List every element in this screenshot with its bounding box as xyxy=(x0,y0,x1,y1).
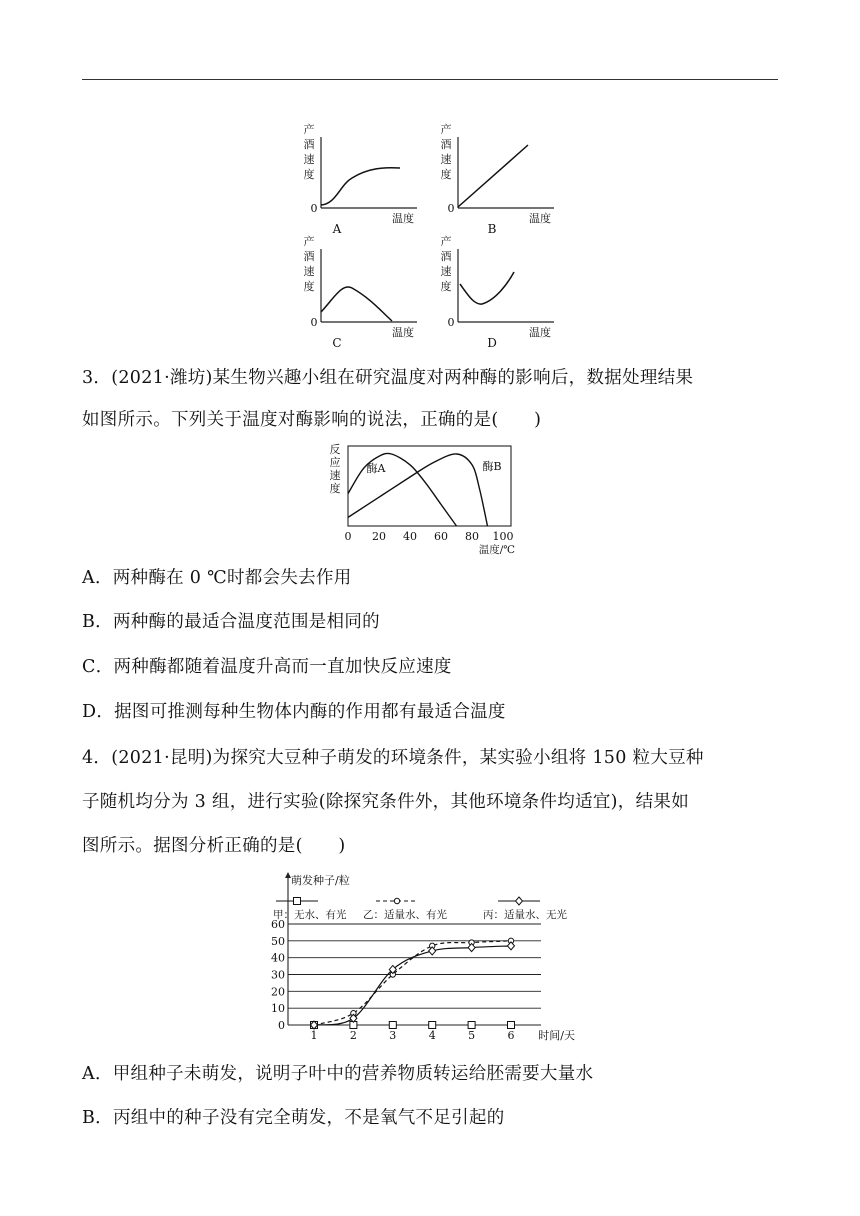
graph-D-ylabel: 度 xyxy=(440,280,452,293)
q4-option-a: A．甲组种子未萌发，说明子叶中的营养物质转运给胚需要大量水 xyxy=(82,1064,594,1084)
germ-legend-jia-marker xyxy=(294,898,301,905)
germ-y-tick: 40 xyxy=(271,951,285,965)
graph-A-ylabel: 速 xyxy=(303,153,315,166)
graph-B-ylabel: 度 xyxy=(440,168,452,181)
germ-legend-yi-label: 乙：适量水、有光 xyxy=(363,909,447,921)
q3-stem-line1: 3．(2021·潍坊)某生物兴趣小组在研究温度对两种酶的影响后，数据处理结果 xyxy=(82,368,694,388)
germ-x-tick: 6 xyxy=(507,1029,515,1042)
enzyme-xlabel: 温度/℃ xyxy=(478,544,515,556)
germ-series-jia-point xyxy=(429,1022,436,1029)
germ-x-tick: 5 xyxy=(468,1029,476,1042)
enzyme-plot-frame xyxy=(348,446,511,526)
graph-D-curve xyxy=(460,272,514,304)
germ-x-tick: 3 xyxy=(389,1029,397,1042)
graph-C-ylabel: 速 xyxy=(303,265,315,278)
graph-C-curve xyxy=(321,287,392,321)
enzyme-series-a-line xyxy=(348,453,457,526)
enzyme-ylabel: 应 xyxy=(329,456,341,469)
germ-series-jia-point xyxy=(508,1022,515,1029)
graph-A-ylabel: 度 xyxy=(303,168,315,181)
graph-D-ylabel: 速 xyxy=(440,265,452,278)
graph-B-curve xyxy=(458,145,528,207)
q3-option-c: C．两种酶都随着温度升高而一直加快反应速度 xyxy=(82,657,452,677)
graph-B-xlabel: 温度 xyxy=(529,212,551,225)
graph-A-ylabel: 产 xyxy=(303,123,315,136)
germ-series-jia-point xyxy=(389,1022,396,1029)
q4-stem-line1: 4．(2021·昆明)为探究大豆种子萌发的环境条件，某实验小组将 150 粒大豆种 xyxy=(82,748,704,768)
germ-legend-bing-label: 丙：适量水、无光 xyxy=(483,909,567,921)
germ-legend-jia-label: 甲：无水、有光 xyxy=(273,909,347,921)
q3-option-b: B．两种酶的最适合温度范围是相同的 xyxy=(82,612,380,632)
germ-series-bing-point xyxy=(508,942,515,950)
graph-C-ylabel: 产 xyxy=(303,235,315,248)
q2-graphs xyxy=(0,0,860,360)
germination-chart xyxy=(264,866,594,1046)
enzyme-chart xyxy=(320,440,550,558)
enzyme-x-tick: 40 xyxy=(403,530,417,543)
enzyme-x-tick: 20 xyxy=(372,530,386,543)
enzyme-ylabel: 反 xyxy=(329,443,341,456)
germ-series-yi-line xyxy=(314,941,511,1025)
graph-B-origin: 0 xyxy=(447,202,455,215)
graph-C-xlabel: 温度 xyxy=(392,326,414,339)
germ-series-bing-point xyxy=(429,947,436,955)
graph-C-ylabel: 酒 xyxy=(303,250,315,263)
q3-option-a: A．两种酶在 0 ℃时都会失去作用 xyxy=(82,568,352,588)
graph-A-xlabel: 温度 xyxy=(392,212,414,225)
germ-x-tick: 2 xyxy=(349,1029,357,1042)
graph-B-ylabel: 酒 xyxy=(440,138,452,151)
q4-stem-line3: 图所示。据图分析正确的是( ) xyxy=(82,836,346,856)
germ-y-tick: 50 xyxy=(271,934,285,948)
q4-option-b: B．丙组中的种子没有完全萌发，不是氧气不足引起的 xyxy=(82,1108,505,1128)
graph-A-curve xyxy=(321,168,400,205)
graph-D-origin: 0 xyxy=(447,316,455,329)
graph-A-origin: 0 xyxy=(310,202,318,215)
germ-legend-yi-marker xyxy=(394,898,399,903)
germ-series-jia-point xyxy=(468,1022,475,1029)
graph-D-label: D xyxy=(487,336,497,350)
germ-legend-bing-marker xyxy=(516,897,523,905)
enzyme-x-tick: 60 xyxy=(434,530,448,543)
enzyme-ylabel: 度 xyxy=(329,482,341,495)
graph-C-origin: 0 xyxy=(310,316,318,329)
germ-y-tick: 10 xyxy=(271,1002,285,1016)
graph-D-ylabel: 产 xyxy=(440,235,452,248)
germ-ylabel: 萌发种子/粒 xyxy=(291,874,350,887)
q4-stem-line2: 子随机均分为 3 组，进行实验(除探究条件外，其他环境条件均适宜)，结果如 xyxy=(82,792,690,812)
enzyme-series-label: 酶B xyxy=(482,460,502,473)
graph-B-ylabel: 速 xyxy=(440,153,452,166)
germ-y-tick: 30 xyxy=(271,968,285,982)
germ-y-tick: 20 xyxy=(271,985,285,999)
germ-xlabel: 时间/天 xyxy=(538,1029,575,1042)
graph-B-ylabel: 产 xyxy=(440,123,452,136)
germ-x-tick: 4 xyxy=(428,1029,436,1042)
enzyme-x-tick: 80 xyxy=(465,530,479,543)
graph-C-ylabel: 度 xyxy=(303,280,315,293)
germ-y-tick: 0 xyxy=(278,1019,285,1032)
graph-A-ylabel: 酒 xyxy=(303,138,315,151)
graph-D-xlabel: 温度 xyxy=(529,326,551,339)
graph-D-ylabel: 酒 xyxy=(440,250,452,263)
graph-A-label: A xyxy=(332,222,342,236)
graph-C-label: C xyxy=(332,336,342,350)
enzyme-x-tick: 100 xyxy=(492,530,514,543)
enzyme-ylabel: 速 xyxy=(329,469,341,482)
germ-y-tick: 60 xyxy=(271,918,285,931)
enzyme-series-label: 酶A xyxy=(366,462,386,475)
enzyme-x-tick: 0 xyxy=(344,530,352,543)
q3-stem-line2: 如图所示。下列关于温度对酶影响的说法，正确的是( ) xyxy=(82,410,542,430)
graph-B-label: B xyxy=(487,222,497,236)
germ-x-tick: 1 xyxy=(310,1029,318,1042)
q3-option-d: D．据图可推测每种生物体内酶的作用都有最适合温度 xyxy=(82,702,506,722)
germ-series-bing-point xyxy=(468,944,475,952)
